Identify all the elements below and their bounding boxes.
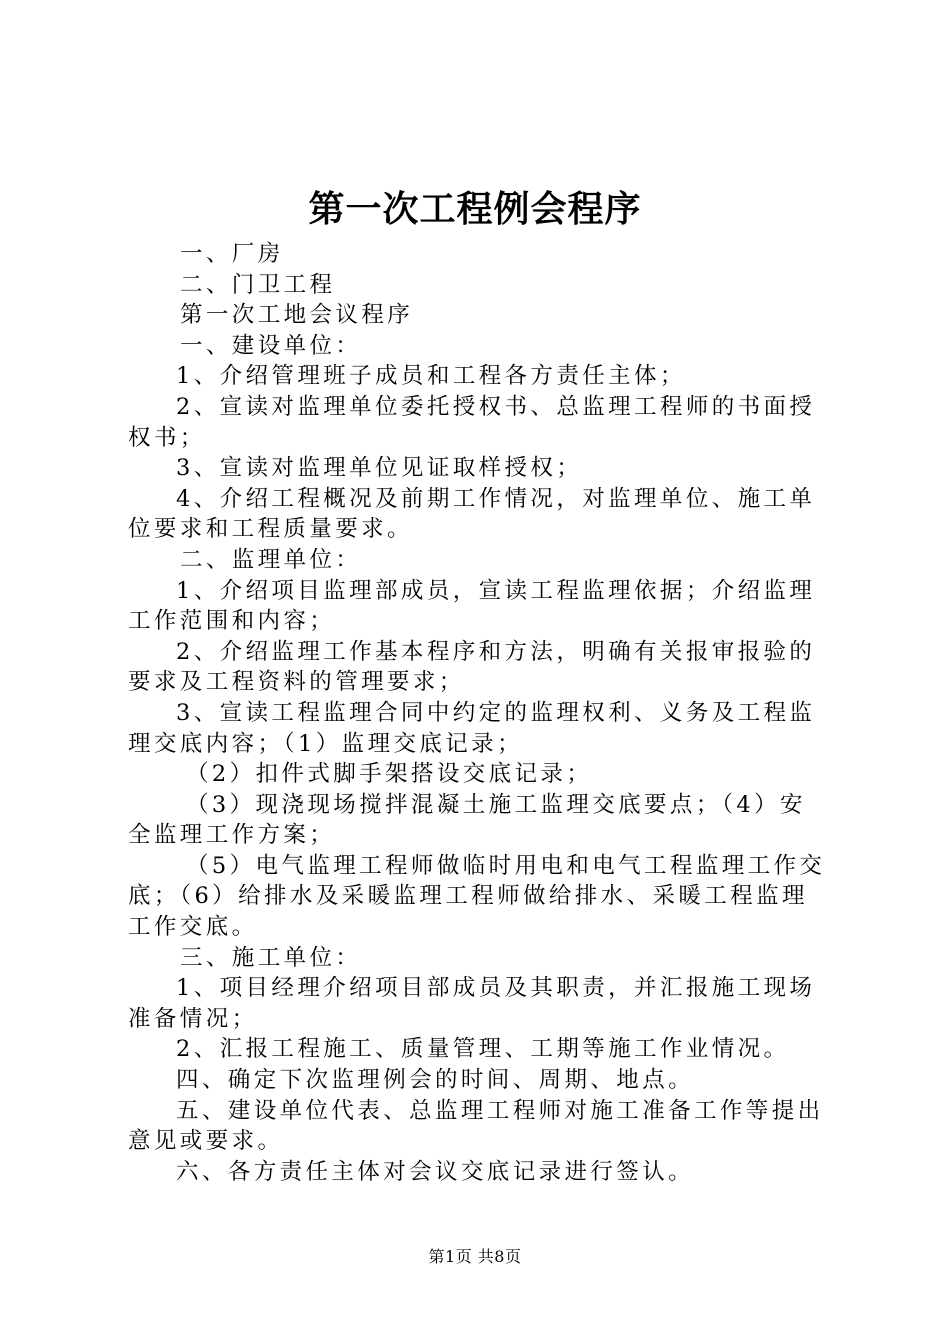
paragraph: 三、施工单位： [180, 944, 362, 971]
paragraph: 二、监理单位： [180, 546, 362, 573]
paragraph: 2、汇报工程施工、质量管理、工期等施工作业情况。 [176, 1036, 790, 1063]
paragraph: 六、各方责任主体对会议交底记录进行签认。 [176, 1158, 695, 1185]
paragraph: 一、厂房 [180, 241, 284, 267]
paragraph: 3、宣读对监理单位见证取样授权； [176, 455, 583, 482]
paragraph: 3、宣读工程监理合同中约定的监理权利、义务及工程监理交底内容；（1）监理交底记录； [128, 699, 816, 757]
paragraph: 四、确定下次监理例会的时间、周期、地点。 [176, 1067, 695, 1094]
paragraph: 1、介绍管理班子成员和工程各方责任主体； [176, 363, 686, 390]
paragraph: 一、建设单位： [180, 332, 362, 359]
page-number: 第1页 共8页 [428, 1247, 522, 1266]
paragraph: 2、宣读对监理单位委托授权书、总监理工程师的书面授权书； [128, 393, 816, 451]
document-body [128, 239, 830, 1187]
paragraph: 1、项目经理介绍项目部成员及其职责，并汇报施工现场准备情况； [128, 975, 816, 1032]
paragraph: （3）现浇现场搅拌混凝土施工监理交底要点；（4）安全监理工作方案； [128, 791, 806, 849]
paragraph: 4、介绍工程概况及前期工作情况，对监理单位、施工单位要求和工程质量要求。 [128, 485, 816, 543]
paragraph: 2、介绍监理工作基本程序和方法，明确有关报审报验的要求及工程资料的管理要求； [128, 638, 816, 696]
paragraph: 1、介绍项目监理部成员，宣读工程监理依据；介绍监理工作范围和内容； [128, 577, 816, 635]
paragraph: 五、建设单位代表、总监理工程师对施工准备工作等提出意见或要求。 [128, 1097, 824, 1155]
document-title: 第一次工程例会程序 [308, 188, 642, 230]
paragraph: （2）扣件式脚手架搭设交底记录； [186, 761, 593, 788]
paragraph: 二、门卫工程 [180, 271, 336, 298]
paragraph: （5）电气监理工程师做临时用电和电气工程监理工作交底；（6）给排水及采暖监理工程师做给排水、采暖工程监理工作交底。 [128, 852, 826, 941]
paragraph: 第一次工地会议程序 [180, 302, 414, 329]
